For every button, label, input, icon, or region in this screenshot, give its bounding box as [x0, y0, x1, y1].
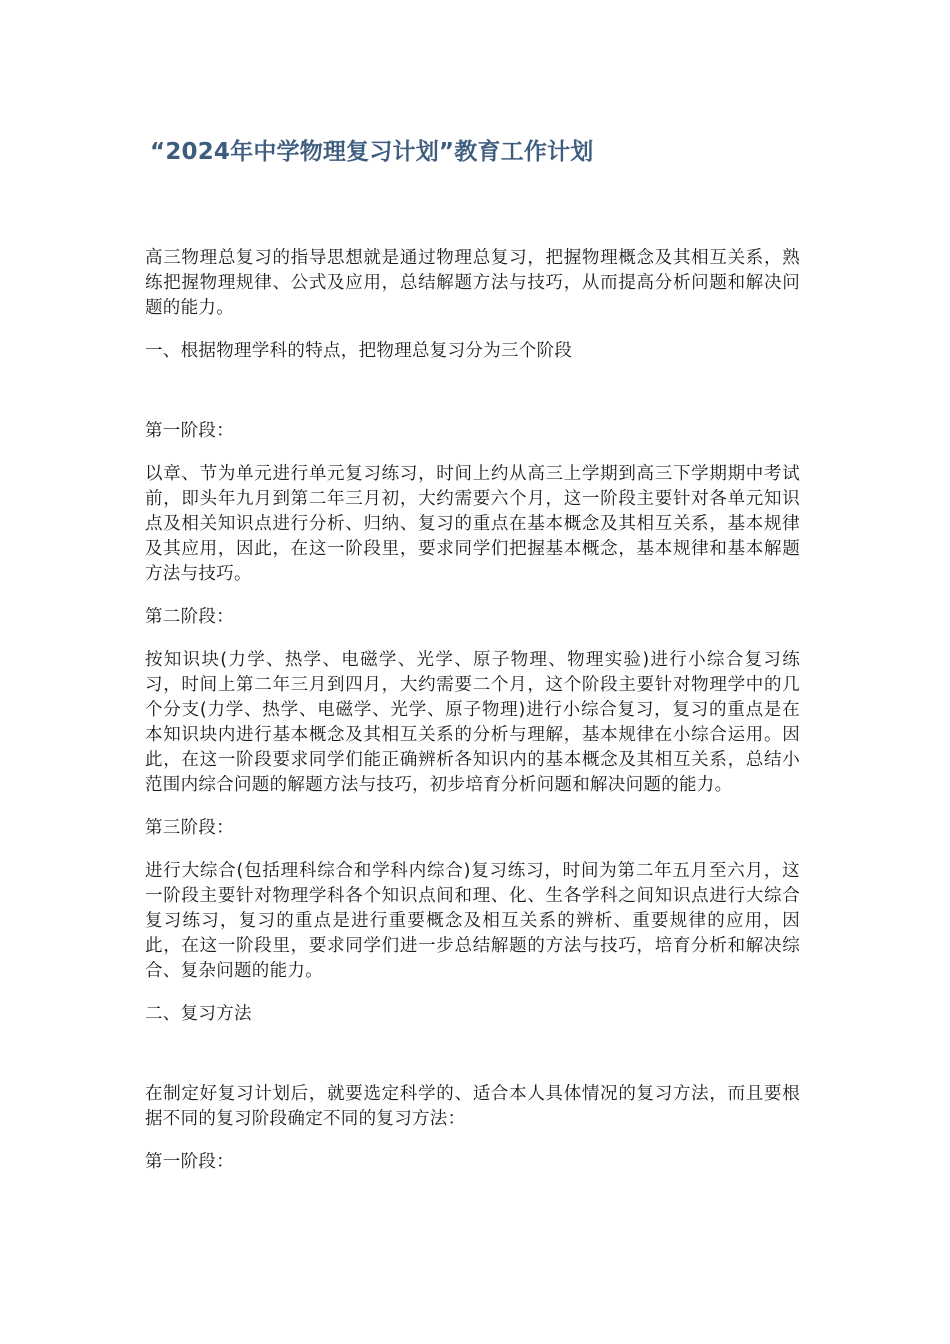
stage-1-paragraph: 以章、节为单元进行单元复习练习，时间上约从高三上学期到高三下学期期中考试前，即头年九月到第二年三月初，大约需要六个月，这一阶段主要针对各单元知识点及相关知识点进行分析、归纳、复习的重点在基本概念及其相互关系，基本规律及其应用，因此，在这一阶段里，要求同学们把握基本概念，基本规律和基本解题方法与技巧。 [145, 464, 800, 584]
stage-1-heading: 第一阶段： [145, 421, 234, 441]
section-heading-2: 二、复习方法 [145, 1004, 252, 1024]
method-paragraph: 在制定好复习计划后，就要选定科学的、适合本人具体情况的复习方法，而且要根据不同的复习阶段确定不同的复习方法： [145, 1084, 800, 1129]
stage-2-paragraph: 按知识块(力学、热学、电磁学、光学、原子物理、物理实验)进行小综合复习练习，时间上第二年三月到四月，大约需要二个月，这个阶段主要针对物理学中的几个分支(力学、热学、电磁学、光学、原子物理)进行小综合复习，复习的重点是在本知识块内进行基本概念及其相互关系的分析与理解，基本规律在小综合运用。因此，在这一阶段要求同学们能正确辨析各知识内的基本概念及其相互关系，总结小范围内综合问题的解题方法与技巧，初步培育分析问题和解决问题的能力。 [145, 650, 800, 795]
intro-paragraph: 高三物理总复习的指导思想就是通过物理总复习，把握物理概念及其相互关系，熟练把握物理规律、公式及应用，总结解题方法与技巧，从而提高分析问题和解决问题的能力。 [145, 248, 800, 318]
page-title: “2024年中学物理复习计划”教育工作计划 [150, 139, 594, 165]
document-body [145, 246, 800, 1175]
stage-2-heading: 第二阶段： [145, 607, 234, 627]
stage-3-paragraph: 进行大综合(包括理科综合和学科内综合)复习练习，时间为第二年五月至六月，这一阶段主要针对物理学科各个知识点间和理、化、生各学科之间知识点进行大综合复习练习，复习的重点是进行重要概念及相互关系的辨析、重要规律的应用，因此，在这一阶段里，要求同学们进一步总结解题的方法与技巧，培育分析和解决综合、复杂问题的能力。 [145, 861, 800, 981]
method-stage-1-heading: 第一阶段： [145, 1152, 234, 1172]
section-heading-1: 一、根据物理学科的特点，把物理总复习分为三个阶段 [145, 341, 573, 361]
stage-3-heading: 第三阶段： [145, 818, 234, 838]
